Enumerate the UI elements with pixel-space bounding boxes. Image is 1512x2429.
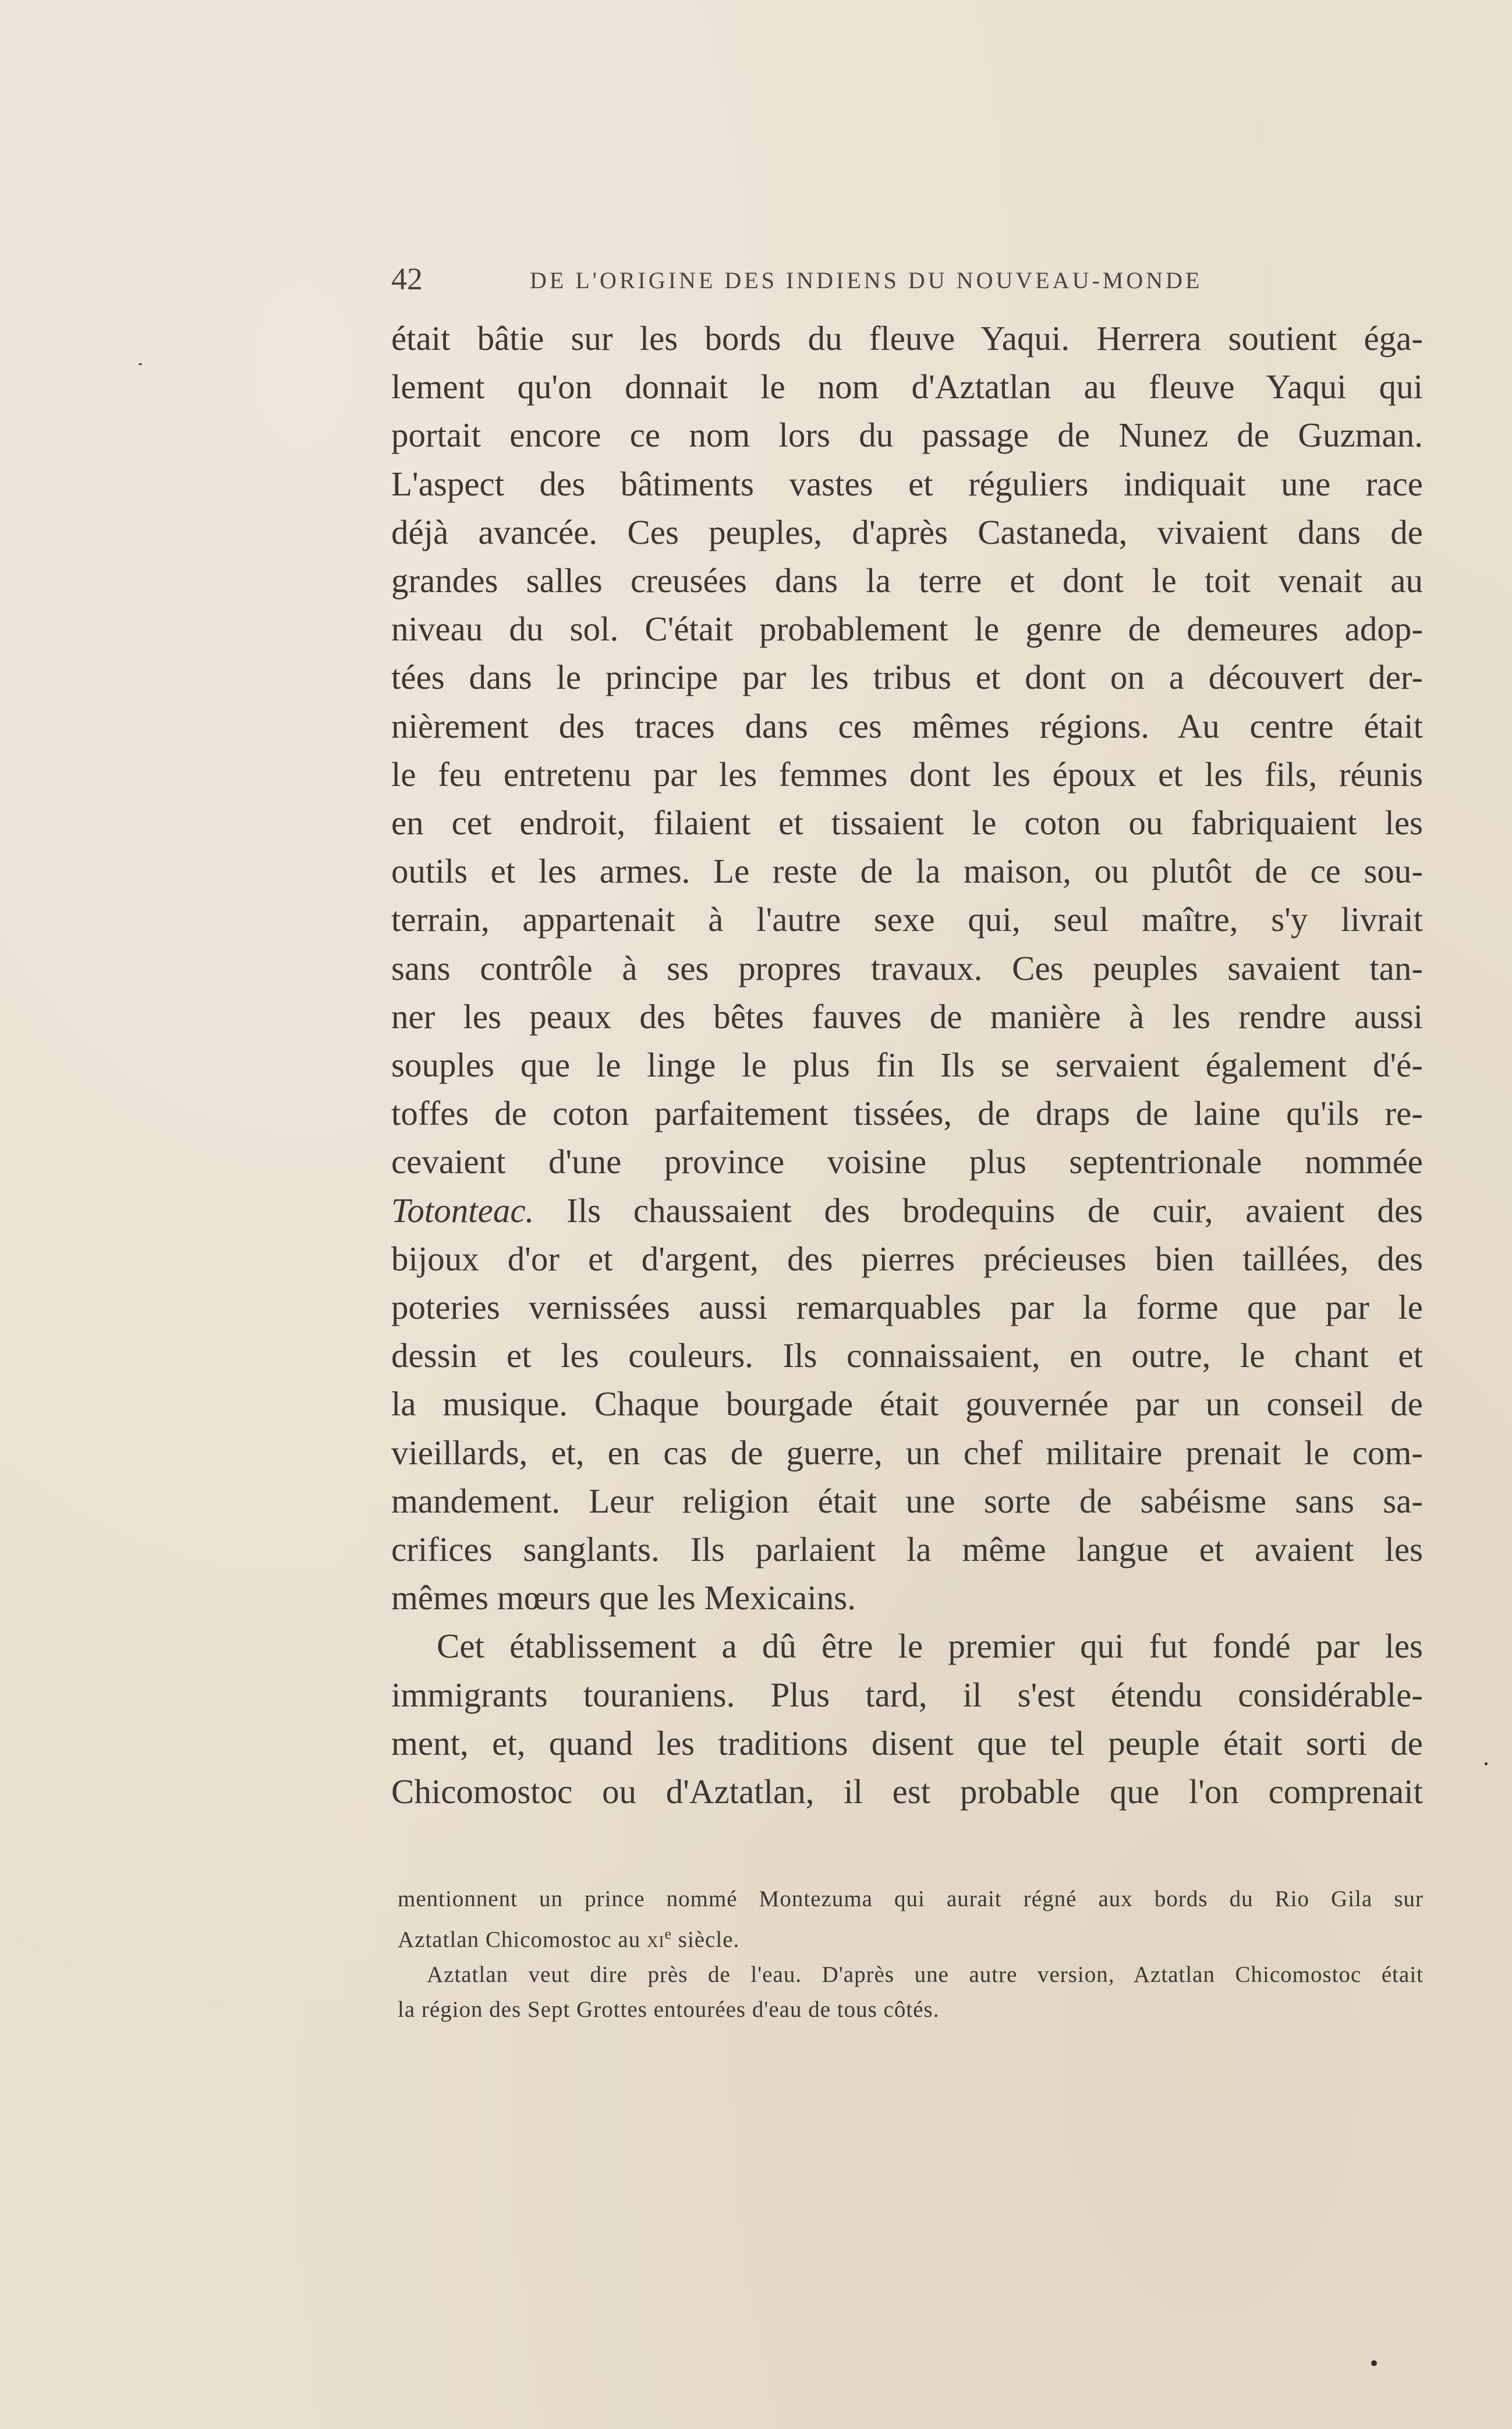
footnote-text: siècle. [672, 1927, 740, 1952]
text-line: la musique. Chaque bourgade était gouvernée par un conseil de [391, 1385, 1423, 1424]
text-line: en cet endroit, filaient et tissaient le coton ou fabriquaient les [391, 803, 1423, 842]
footnote-line [398, 1917, 1424, 1957]
footnote-line: la région des Sept Grottes entourées d'eau de tous côtés. [398, 1997, 940, 2022]
text-line-rest: Ils chaussaient des brodequins de cuir, avaient des [534, 1191, 1423, 1230]
text-line: Cet établissement a dû être le premier qui fut fondé par les [437, 1627, 1423, 1666]
text-line: le feu entretenu par les femmes dont les époux et les fils, réunis [391, 755, 1423, 794]
text-line: bijoux d'or et d'argent, des pierres précieuses bien taillées, des [391, 1239, 1423, 1278]
text-line: crifices sanglants. Ils parlaient la même langue et avaient les [391, 1530, 1423, 1569]
text-line: lement qu'on donnait le nom d'Aztatlan au fleuve Yaqui qui [391, 367, 1423, 406]
text-line: L'aspect des bâtiments vastes et réguliers indiquait une race [391, 464, 1423, 503]
page-number: 42 [391, 261, 423, 296]
text-line: était bâtie sur les bords du fleuve Yaqui. Herrera soutient éga- [391, 319, 1423, 357]
text-line: tées dans le principe par les tribus et dont on a découvert der- [391, 658, 1423, 697]
text-line: sans contrôle à ses propres travaux. Ces peuples savaient tan- [391, 948, 1423, 987]
main-text [391, 314, 1423, 1816]
text-line: terrain, appartenait à l'autre sexe qui, seul maître, s'y livrait [391, 900, 1423, 939]
ink-speck [139, 363, 142, 365]
text-line: nièrement des traces dans ces mêmes régions. Au centre était [391, 706, 1423, 745]
running-head [391, 261, 1428, 307]
footnote-line: mentionnent un prince nommé Montezuma qui aurait régné aux bords du Rio Gila sur [398, 1886, 1424, 1911]
text-line: mandement. Leur religion était une sorte de sabéisme sans sa- [391, 1481, 1423, 1520]
text-line: toffes de coton parfaitement tissées, de draps de laine qu'ils re- [391, 1094, 1423, 1133]
text-line: mêmes mœurs que les Mexicains. [391, 1578, 856, 1617]
text-line-totonteac [391, 1187, 1423, 1235]
text-line: souples que le linge le plus fin Ils se servaient également d'é- [391, 1046, 1423, 1085]
text-line: ner les peaux des bêtes fauves de manière à les rendre aussi [391, 997, 1423, 1036]
text-line: immigrants touraniens. Plus tard, il s'est étendu considérable- [391, 1675, 1423, 1714]
text-line: Chicomostoc ou d'Aztatlan, il est probable que l'on comprenait [391, 1772, 1423, 1811]
text-line: niveau du sol. C'était probablement le genre de demeures adop- [391, 610, 1423, 649]
superscript: e [664, 1925, 672, 1942]
text-line: poteries vernissées aussi remarquables par la forme que par le [391, 1288, 1423, 1327]
footnote-text: Aztatlan Chicomostoc au [398, 1927, 647, 1952]
ink-speck [1371, 2360, 1377, 2366]
text-line: dessin et les couleurs. Ils connaissaient, en outre, le chant et [391, 1336, 1423, 1375]
century-numeral: xi [646, 1927, 665, 1952]
footnote-line: Aztatlan veut dire près de l'eau. D'après une autre version, Aztatlan Chicomostoc était [427, 1962, 1424, 1987]
footnotes [398, 1882, 1424, 2027]
text-line: ment, et, quand les traditions disent que tel peuple était sorti de [391, 1723, 1423, 1762]
text-line: portait encore ce nom lors du passage de Nunez de Guzman. [391, 416, 1423, 455]
text-line: cevaient d'une province voisine plus septentrionale nommée [391, 1142, 1423, 1181]
text-line: grandes salles creusées dans la terre et dont le toit venait au [391, 561, 1423, 600]
place-name-totonteac: Totonteac. [391, 1191, 534, 1230]
text-line: vieillards, et, en cas de guerre, un chef militaire prenait le com- [391, 1433, 1423, 1472]
text-line: déjà avancée. Ces peuples, d'après Castaneda, vivaient dans de [391, 512, 1423, 551]
running-title: DE L'ORIGINE DES INDIENS DU NOUVEAU-MONDE [530, 267, 1203, 293]
ink-speck [1485, 1762, 1488, 1765]
text-line: outils et les armes. Le reste de la maison, ou plutôt de ce sou- [391, 852, 1423, 891]
